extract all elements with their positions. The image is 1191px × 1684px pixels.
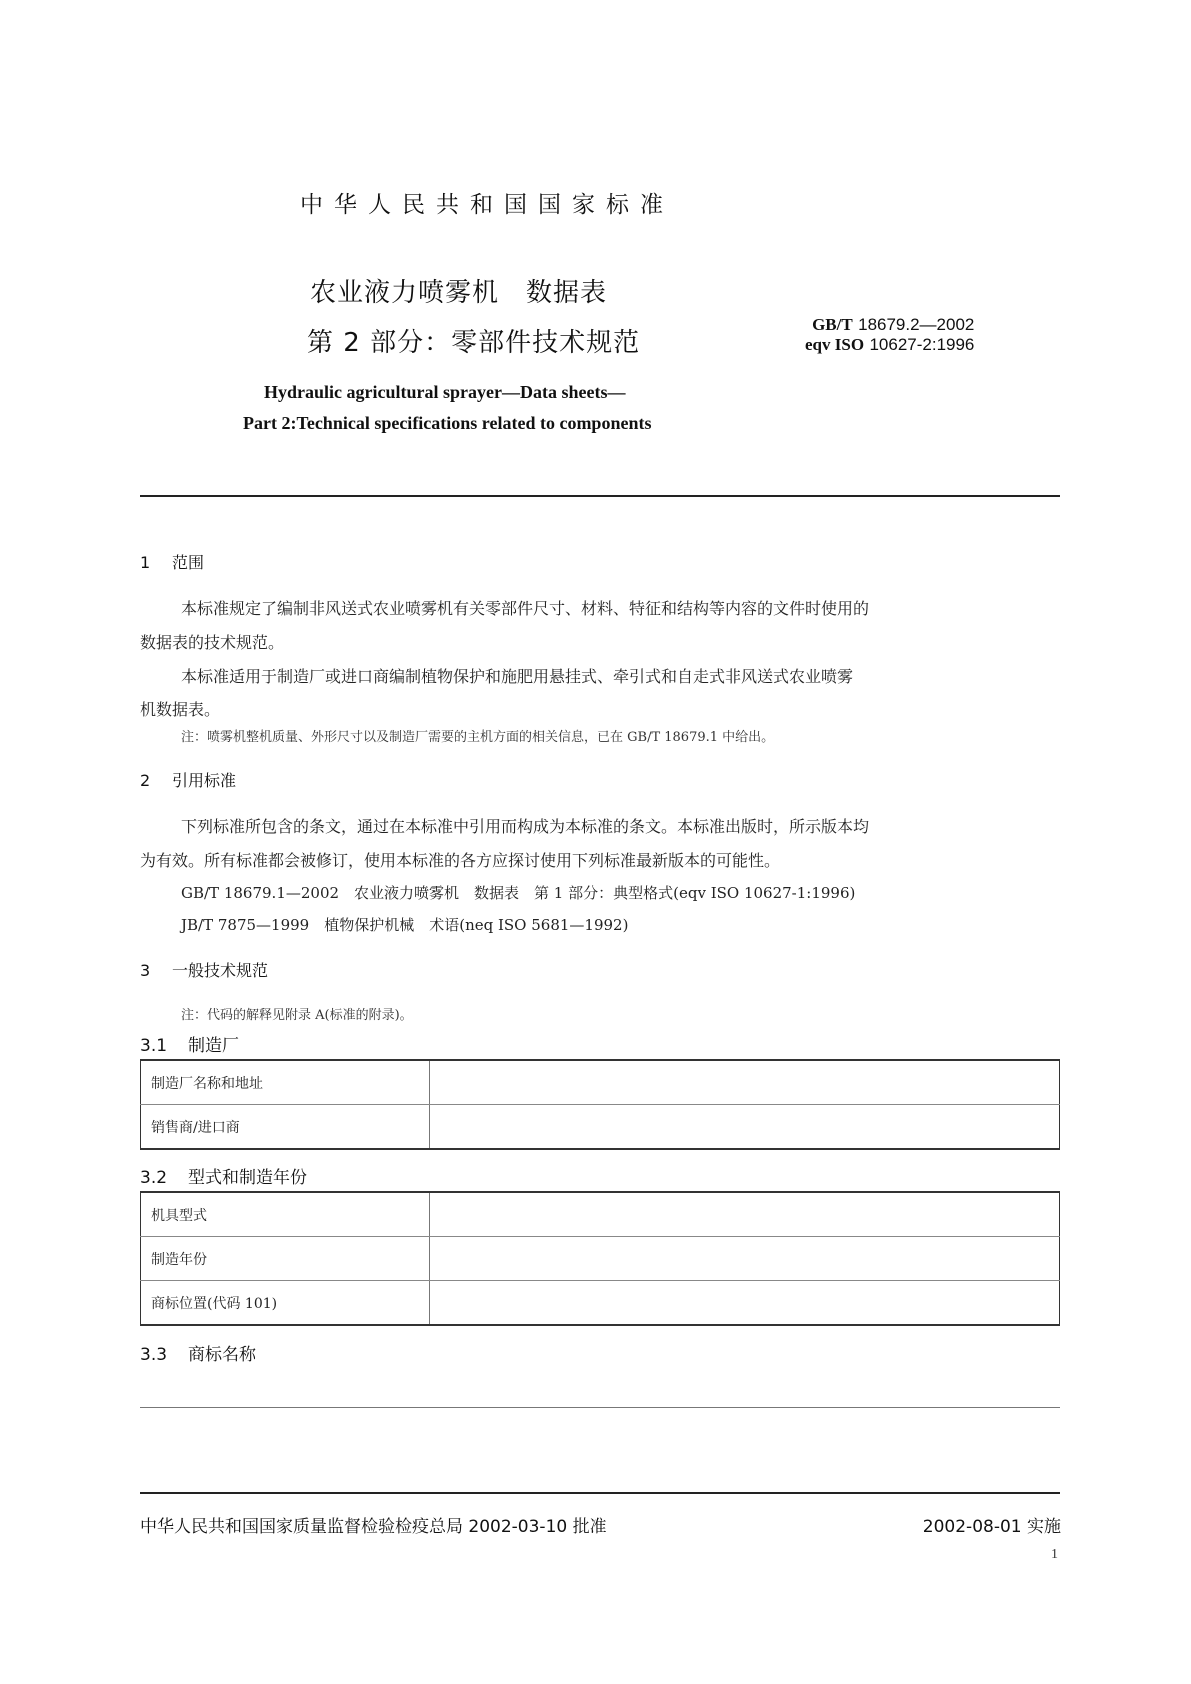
- equivalence: [805, 335, 974, 355]
- section-2-paragraph-line-2: 为有效。所有标准都会被修订，使用本标准的各方应探讨使用下列标准最新版本的可能性。: [140, 851, 781, 870]
- section-end-divider: [140, 1407, 1060, 1408]
- equivalence-value: 10627-2:1996: [869, 335, 975, 354]
- standard-number-prefix: GB/T: [812, 315, 853, 334]
- footer-divider: [140, 1492, 1060, 1494]
- implementation-date: 2002-08-01 实施: [922, 1517, 1061, 1537]
- row-label: 销售商/进口商: [141, 1105, 430, 1150]
- table-row: [141, 1281, 1060, 1326]
- manufacturer-table: [140, 1059, 1060, 1150]
- subsection-title: 制造厂: [188, 1036, 239, 1056]
- subsection-3-1-heading: [140, 1031, 239, 1056]
- row-value[interactable]: [430, 1281, 1060, 1326]
- row-label: 制造年份: [141, 1237, 430, 1281]
- table-row: [141, 1105, 1060, 1150]
- type-and-year-table: [140, 1191, 1060, 1326]
- section-1-heading: [140, 550, 204, 573]
- title-line-2: 第 2 部分：零部件技术规范: [307, 328, 641, 358]
- row-value[interactable]: [430, 1237, 1060, 1281]
- section-3-note: 注：代码的解释见附录 A(标准的附录)。: [181, 1008, 413, 1023]
- subsection-number: 3.3: [140, 1345, 168, 1365]
- page-number: 1: [1051, 1547, 1058, 1562]
- section-title: 引用标准: [172, 771, 237, 790]
- row-value[interactable]: [430, 1105, 1060, 1150]
- approval-statement: 中华人民共和国国家质量监督检验检疫总局 2002-03-10 批准: [140, 1517, 607, 1537]
- section-title: 范围: [172, 553, 205, 572]
- section-number: 3: [140, 961, 151, 980]
- row-label: 机具型式: [141, 1192, 430, 1237]
- row-label: 制造厂名称和地址: [141, 1060, 430, 1105]
- section-1-paragraph-1-line-2: 数据表的技术规范。: [140, 633, 285, 652]
- table-row: [141, 1237, 1060, 1281]
- national-standard-heading: 中华人民共和国国家标准: [300, 192, 674, 218]
- reference-item: JB/T 7875—1999 植物保护机械 术语(neq ISO 5681—1992): [181, 916, 629, 934]
- subsection-title: 商标名称: [188, 1345, 256, 1365]
- english-title-line-2: Part 2:Technical specifications related to components: [243, 413, 652, 433]
- section-number: 2: [140, 771, 151, 790]
- subsection-3-3-heading: [140, 1340, 256, 1365]
- section-1-note: 注：喷雾机整机质量、外形尺寸以及制造厂需要的主机方面的相关信息，已在 GB/T 18679.1 中给出。: [181, 730, 775, 745]
- table-row: [141, 1060, 1060, 1105]
- section-number: 1: [140, 553, 151, 572]
- section-1-paragraph-2-line-2: 机数据表。: [140, 700, 221, 719]
- english-title-line-1: Hydraulic agricultural sprayer—Data sheets—: [264, 382, 626, 402]
- section-title: 一般技术规范: [172, 961, 269, 980]
- reference-item: GB/T 18679.1—2002 农业液力喷雾机 数据表 第 1 部分：典型格式(eqv ISO 10627-1:1996): [181, 884, 856, 902]
- standard-number-block: [805, 315, 974, 355]
- section-2-heading: [140, 768, 236, 791]
- header-divider: [140, 495, 1060, 497]
- section-2-paragraph-line-1: 下列标准所包含的条文，通过在本标准中引用而构成为本标准的条文。本标准出版时，所示版本均: [181, 817, 870, 836]
- section-1-paragraph-2-line-1: 本标准适用于制造厂或进口商编制植物保护和施肥用悬挂式、牵引式和自走式非风送式农业喷雾: [181, 667, 854, 686]
- table-row: [141, 1192, 1060, 1237]
- section-3-heading: [140, 958, 268, 981]
- standard-number: [805, 315, 974, 335]
- subsection-number: 3.1: [140, 1036, 168, 1056]
- subsection-number: 3.2: [140, 1168, 168, 1188]
- equivalence-prefix: eqv ISO: [805, 335, 865, 354]
- row-value[interactable]: [430, 1192, 1060, 1237]
- subsection-title: 型式和制造年份: [188, 1168, 307, 1188]
- title-line-1: 农业液力喷雾机 数据表: [310, 278, 608, 308]
- standard-number-value: 18679.2—2002: [858, 315, 975, 334]
- subsection-3-2-heading: [140, 1163, 307, 1188]
- row-value[interactable]: [430, 1060, 1060, 1105]
- row-label: 商标位置(代码 101): [141, 1281, 430, 1326]
- section-1-paragraph-1-line-1: 本标准规定了编制非风送式农业喷雾机有关零部件尺寸、材料、特征和结构等内容的文件时使用的: [181, 599, 870, 618]
